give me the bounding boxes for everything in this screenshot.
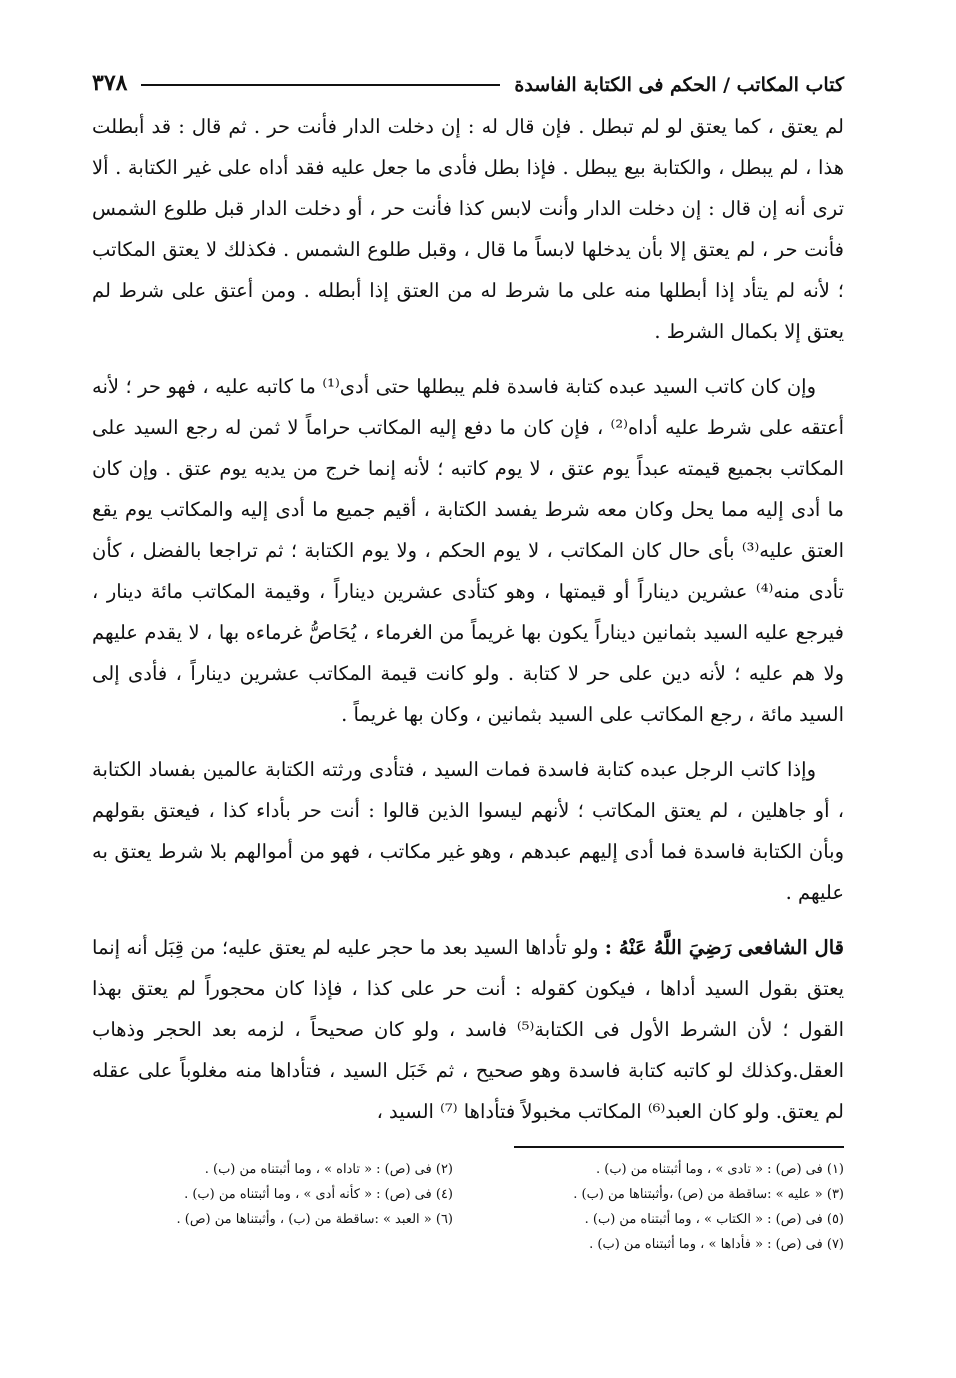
footnote-2: (٢) فى (ص) : « تاداه » ، وما أثبتناه من (ب) .: [204, 1162, 453, 1177]
footnote-7: (٧) فى (ص) : « فأداها » ، وما أثبتناه من (ب) .: [589, 1237, 844, 1252]
paragraph-2-text: وإن كان كاتب السيد عبده كتابة فاسدة فلم يبطلها حتى أدى⁽¹⁾ ما كاتبه عليه ، فهو حر ؛ لأنه أعتقه على شرط عليه أداه⁽²⁾ ، فإن كان ما دفع إليه المكاتب حراماً لا ثمن له رجع السيد على المكاتب بجميع قيمته عبداً يوم عتق ، لا يوم كاتبه ؛ لأنه إنما خرج من يديه يوم عتق . وإن كان ما أدى إليه مما يحل وكان معه شرط يفسد الكتابة ، أقيم جميع ما أدى إليه والمكاتب يوم يقع العتق عليه⁽³⁾ بأى حال كان المكاتب ، لا يوم الحكم ، ولا يوم الكتابة ؛ ثم تراجعا بالفضل ، كأن تأدى منه⁽⁴⁾ عشرين ديناراً أو قيمتها ، وهو كتأدى عشرين ديناراً ، وقيمة المكاتب مائة دينار ، فيرجع عليه السيد بثمانين ديناراً يكون بها غريماً من الغرماء ، يُحَاصُّ غرماءه بها ، لا يقدم عليهم ولا هم عليه ؛ لأنه دين على حر لا كتابة . ولو كانت قيمة المكاتب عشرين ديناراً ، فأدى إلى السيد مائة ، رجع المكاتب على السيد بثمانين ، وكان بها غريماً .: [92, 375, 844, 726]
paragraph-3: [92, 749, 844, 913]
footnote-1: (١) فى (ص) : « تادى » ، وما أثبتناه من (ب) .: [595, 1162, 844, 1177]
footnote-5: (٥) فى (ص) : « الكتاب » ، وما أثبتناه من (ب) .: [584, 1212, 844, 1227]
paragraph-4-text: ولو تأداها السيد بعد ما حجر عليه لم يعتق عليه؛ من قِبَل أنه إنما يعتق بقول السيد أداها ، فيكون كقوله : أنت حر على كذا ، فإذا كان محجوراً لم يعتق بهذا القول ؛ لأن الشرط الأول فى الكتابة⁽⁵⁾ فاسد ، ولو كان صحيحاً ، لزمه بعد الحجر وذهاب العقل.وكذلك لو كاتبه كتابة فاسدة وهو صحيح ، ثم خَبَل السيد ، فتأداها منه مغلوباً على عقله لم يعتق. ولو كان العبد⁽⁶⁾ المكاتب مخبولاً فتأداها ⁽⁷⁾ السيد ،: [92, 936, 844, 1123]
paragraph-3-text: وإذا كاتب الرجل عبده كتابة فاسدة فمات السيد ، فتأدى ورثته الكتابة عالمين بفساد الكتابة ، أو جاهلين ، لم يعتق المكاتب ؛ لأنهم ليسوا الذين قالوا : أنت حر بأداء كذا ، فيعتق بقولهم وبأن الكتابة فاسدة فما أدى إليهم عبدهم ، وهو غير مكاتب ، فهو من أموالهم بلا شرط يعتق به عليهم .: [92, 758, 844, 904]
running-title: كتاب المكاتب / الحكم فى الكتابة الفاسدة: [514, 74, 844, 96]
footnote-4: (٤) فى (ص) : « كأنه أدى » ، وما أثبتناه من (ب) .: [184, 1187, 453, 1202]
paragraph-1: [92, 106, 844, 352]
footnote-3: (٣) « عليه » :ساقطة من (ص) ،وأثبتناها من (ب) .: [573, 1187, 844, 1202]
book-page: [92, 56, 844, 1254]
footnote-rule: [514, 1146, 844, 1148]
page-number: ٣٧٨: [92, 70, 128, 96]
speaker-label: قال الشافعى رَضِيَ اللَّهُ عَنْهُ :: [604, 936, 844, 959]
header-rule: [141, 84, 500, 86]
main-text: [92, 106, 844, 1132]
paragraph-4: [92, 927, 844, 1132]
paragraph-2: [92, 366, 844, 735]
footnotes: [92, 1160, 844, 1254]
paragraph-1-text: لم يعتق ، كما يعتق لو لم تبطل . فإن قال له : إن دخلت الدار فأنت حر . ثم قال : قد أبطلت هذا ، لم يبطل ، والكتابة بيع يبطل . فإذا بطل فأدى ما جعل عليه فقد أداه على غير الكتابة . ألا ترى أنه إن قال : إن دخلت الدار وأنت لابس كذا فأنت حر ، أو دخلت الدار قبل طلوع الشمس فأنت حر ، لم يعتق إلا بأن يدخلها لابساً ما قال ، وقبل طلوع الشمس . فكذلك لا يعتق المكاتب ؛ لأنه لم يتأد إذا أبطلها منه على ما شرط له من العتق إذا أبطله . ومن أعتق على شرط لم يعتق إلا بكمال الشرط .: [92, 115, 844, 343]
footnote-6: (٦) « العبد » :ساقطة من (ب) ، وأثبتناها من (ص) .: [176, 1212, 453, 1227]
page-header: [92, 56, 844, 96]
